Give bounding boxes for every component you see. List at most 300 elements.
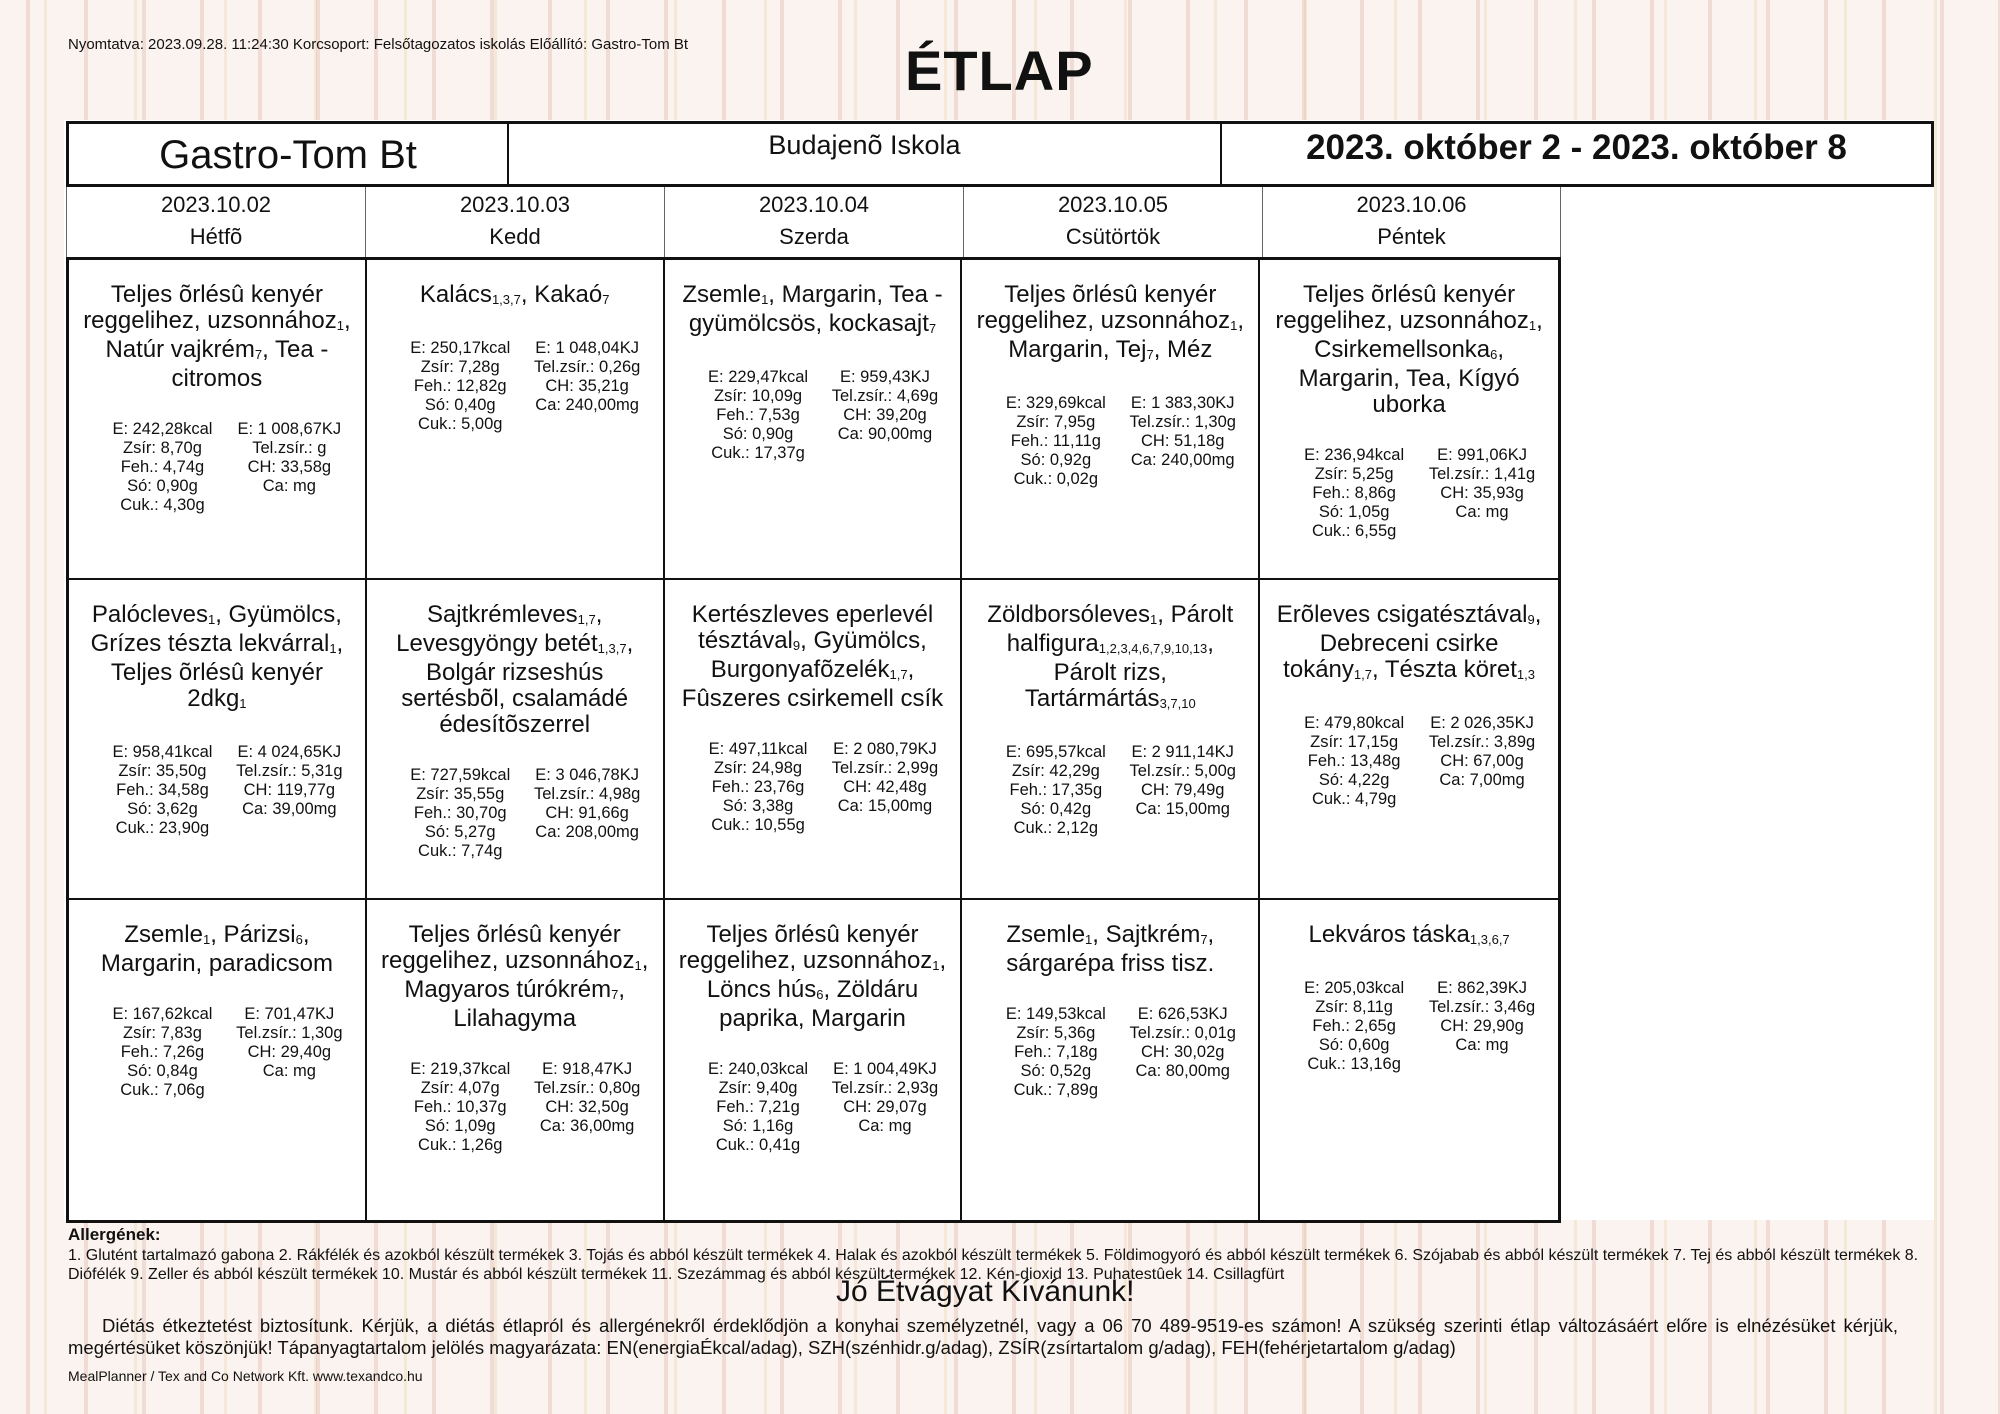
nutrition-column: [524, 339, 651, 434]
nutrition-value: Cuk.: 23,90g: [115, 819, 210, 837]
nutrition-value: Só: 0,40g: [424, 396, 496, 414]
day-name: Péntek: [1377, 224, 1446, 249]
nutrition-value: Só: 1,16g: [722, 1117, 794, 1135]
dish-text: [379, 282, 651, 311]
dish-segment: Zsemle: [124, 921, 203, 948]
nutrition-column: [1119, 1005, 1246, 1100]
nutrition-value: E: 862,39KJ: [1437, 979, 1527, 997]
nutrition-value: Feh.: 30,70g: [413, 804, 507, 822]
allergen-codes: 1: [329, 641, 337, 656]
allergen-codes: 3,7,10: [1159, 696, 1196, 711]
allergen-codes: 1: [336, 318, 344, 333]
allergen-codes: 1: [202, 932, 211, 947]
nutrition-column: [821, 1060, 948, 1155]
allergen-codes: 1: [239, 696, 247, 711]
nutrition-value: E: 958,41kcal: [112, 743, 213, 761]
nutrition-column: [397, 766, 524, 861]
nutrition-value: Cuk.: 5,00g: [418, 415, 503, 433]
nutrition-value: Cuk.: 4,79g: [1311, 790, 1397, 808]
nutrition-value: Cuk.: 13,16g: [1307, 1055, 1401, 1073]
nutrition-value: E: 240,03kcal: [708, 1060, 809, 1078]
nutrition-value: CH: 30,02g: [1140, 1043, 1225, 1061]
nutrition-value: E: 242,28kcal: [112, 420, 213, 438]
nutrition-value: CH: 119,77g: [243, 781, 336, 799]
dish-segment: , Párolt rizs, Tartármártás: [1024, 630, 1214, 712]
nutrition-value: Só: 0,92g: [1020, 451, 1092, 469]
nutrition-value: Zsír: 42,29g: [1011, 762, 1100, 780]
nutrition-value: E: 1 383,30KJ: [1130, 394, 1235, 412]
allergen-codes: 7: [611, 987, 619, 1002]
day-name: Szerda: [779, 224, 849, 249]
nutrition-value: Ca: 80,00mg: [1135, 1062, 1230, 1080]
nutrition-value: Ca: mg: [262, 1062, 316, 1080]
nutrition-value: CH: 33,58g: [247, 458, 332, 476]
nutrition-value: Só: 4,22g: [1318, 771, 1390, 789]
allergen-codes: 1,3,6,7: [1469, 932, 1510, 947]
nutrition-value: CH: 29,07g: [843, 1098, 927, 1116]
dish-segment: Palócleves: [91, 601, 208, 628]
nutrition-info: [677, 740, 949, 835]
nutrition-value: Tel.zsír.: 0,01g: [1129, 1024, 1236, 1042]
footer-credit: MealPlanner / Tex and Co Network Kft. www.texandco.hu: [68, 1368, 423, 1384]
day-name: Kedd: [489, 224, 541, 249]
day-name: Csütörtök: [1065, 224, 1161, 249]
nutrition-value: E: 149,53kcal: [1005, 1005, 1106, 1023]
day-date: 2023.10.06: [1356, 192, 1467, 217]
nutrition-value: E: 329,69kcal: [1005, 394, 1106, 412]
nutrition-value: Zsír: 9,40g: [718, 1079, 798, 1097]
nutrition-column: [99, 743, 226, 838]
dish-text: [1272, 282, 1546, 418]
day-date: 2023.10.05: [1057, 192, 1169, 217]
nutrition-value: CH: 42,48g: [843, 778, 927, 796]
allergen-codes: 1,2,3,4,6,7,9,10,13: [1098, 641, 1208, 656]
dish-text: [677, 282, 949, 340]
nutrition-column: [695, 368, 822, 463]
allergen-codes: 1,3: [1516, 667, 1535, 682]
nutrition-column: [99, 1005, 226, 1100]
dish-segment: Teljes õrlésû kenyér reggelihez, uzsonnához: [83, 281, 337, 334]
meal-cell: [962, 900, 1260, 1220]
nutrition-value: E: 2 080,79KJ: [833, 740, 937, 758]
nutrition-value: Tel.zsír.: 5,00g: [1129, 762, 1236, 780]
dish-segment: , Csirkemellsonka: [1314, 307, 1543, 363]
nutrition-column: [397, 1060, 524, 1155]
nutrition-info: [379, 1060, 651, 1155]
allergen-codes: 1,3,7: [597, 641, 627, 656]
dish-segment: , Margarin, Tej: [1008, 307, 1244, 363]
meal-cell: [69, 580, 367, 900]
day-header: [664, 187, 963, 257]
nutrition-value: Só: 5,27g: [424, 823, 496, 841]
nutrition-column: [992, 743, 1119, 838]
nutrition-value: E: 167,62kcal: [112, 1005, 213, 1023]
nutrition-value: Cuk.: 17,37g: [711, 444, 805, 462]
dish-segment: Zsemle: [1006, 921, 1086, 948]
allergen-codes: 9: [1527, 612, 1535, 627]
nutrition-info: [974, 394, 1246, 489]
nutrition-column: [1290, 446, 1418, 541]
nutrition-value: Só: 3,38g: [722, 797, 794, 815]
dish-segment: , Párolt halfigura: [1006, 601, 1234, 657]
dish-segment: , Méz: [1153, 336, 1213, 363]
nutrition-value: Cuk.: 7,06g: [120, 1081, 205, 1099]
dish-segment: , Margarin, Tea, Kígyó uborka: [1298, 336, 1520, 418]
nutrition-value: Zsír: 8,11g: [1315, 998, 1393, 1016]
allergen-codes: 1,7: [577, 612, 596, 627]
dish-segment: Kertészleves eperlevél tésztával: [691, 601, 934, 654]
nutrition-value: E: 250,17kcal: [410, 339, 511, 357]
provider-name: Gastro-Tom Bt: [69, 124, 509, 184]
nutrition-value: Zsír: 24,98g: [714, 759, 803, 777]
nutrition-value: Tel.zsír.: 5,31g: [236, 762, 343, 780]
nutrition-column: [524, 1060, 651, 1155]
meal-cell: [1260, 580, 1558, 900]
dish-segment: , Teljes õrlésû kenyér 2dkg: [110, 630, 344, 712]
nutrition-value: Feh.: 13,48g: [1307, 752, 1401, 770]
nutrition-value: CH: 67,00g: [1440, 752, 1524, 770]
meal-cell: [367, 580, 665, 900]
nutrition-column: [1418, 979, 1546, 1074]
nutrition-value: E: 236,94kcal: [1304, 446, 1405, 464]
dish-segment: , Debreceni csirke tokány: [1283, 601, 1542, 683]
nutrition-value: CH: 35,21g: [545, 377, 629, 395]
nutrition-value: E: 2 911,14KJ: [1131, 743, 1234, 761]
nutrition-value: Cuk.: 0,41g: [715, 1136, 801, 1154]
allergen-codes: 6: [816, 987, 824, 1002]
nutrition-value: Feh.: 7,53g: [716, 406, 800, 424]
school-name: Budajenõ Iskola: [509, 124, 1222, 184]
dish-text: [677, 602, 949, 712]
meal-cell: [665, 900, 963, 1220]
nutrition-value: Ca: mg: [1455, 1036, 1509, 1054]
dish-segment: Sajtkrémleves: [426, 601, 578, 628]
nutrition-column: [1290, 714, 1418, 809]
nutrition-value: E: 4 024,65KJ: [237, 743, 342, 761]
nutrition-value: Feh.: 4,74g: [120, 458, 205, 476]
meal-cell: [962, 260, 1260, 580]
nutrition-value: Cuk.: 6,55g: [1311, 522, 1397, 540]
nutrition-value: Zsír: 10,09g: [714, 387, 803, 405]
dish-segment: Teljes õrlésû kenyér reggelihez, uzsonnához: [1275, 281, 1529, 334]
nutrition-value: Tel.zsír.: 1,30g: [236, 1024, 343, 1042]
nutrition-value: Feh.: 11,11g: [1010, 432, 1101, 450]
nutrition-column: [1418, 714, 1546, 809]
nutrition-value: Feh.: 8,86g: [1312, 484, 1396, 502]
nutrition-value: Ca: 7,00mg: [1439, 771, 1525, 789]
nutrition-value: Tel.zsír.: 4,69g: [831, 387, 939, 405]
nutrition-value: Ca: 90,00mg: [837, 425, 933, 443]
dish-segment: , Tea - citromos: [171, 336, 329, 392]
meal-cell: [1260, 900, 1558, 1220]
dish-segment: Zsemle: [682, 281, 762, 308]
nutrition-value: E: 3 046,78KJ: [535, 766, 639, 784]
nutrition-value: Ca: 15,00mg: [1135, 800, 1230, 818]
nutrition-value: Zsír: 5,25g: [1314, 465, 1394, 483]
day-header: [66, 187, 365, 257]
allergen-codes: 1: [634, 958, 642, 973]
dish-segment: , Fûszeres csirkemell csík: [681, 656, 944, 712]
allergen-codes: 1,7: [889, 667, 908, 682]
allergen-codes: 1: [761, 292, 769, 307]
allergen-codes: 1: [1528, 318, 1537, 333]
nutrition-value: Cuk.: 2,12g: [1013, 819, 1099, 837]
nutrition-value: Ca: mg: [1455, 503, 1509, 521]
dish-segment: Teljes õrlésû kenyér reggelihez, uzsonnához: [380, 921, 635, 974]
nutrition-info: [677, 368, 949, 463]
dish-text: [974, 922, 1246, 977]
print-info: Nyomtatva: 2023.09.28. 11:24:30 Korcsoport: Felsőtagozatos iskolás Előállító: Gastro-Tom Bt: [68, 36, 689, 53]
dish-segment: , Magyaros túrókrém: [404, 947, 649, 1003]
dish-segment: , Levesgyöngy betét: [396, 601, 603, 657]
nutrition-column: [992, 1005, 1119, 1100]
nutrition-value: Feh.: 7,18g: [1014, 1043, 1098, 1061]
nutrition-info: [81, 420, 353, 515]
nutrition-value: Zsír: 35,50g: [118, 762, 207, 780]
nutrition-value: Ca: 39,00mg: [242, 800, 337, 818]
nutrition-value: E: 991,06KJ: [1437, 446, 1527, 464]
dish-segment: , Bolgár rizseshús sertésbõl, csalamádé édesítõszerrel: [401, 630, 634, 738]
meal-cell: [962, 580, 1260, 900]
nutrition-value: Zsír: 4,07g: [420, 1079, 500, 1097]
dish-segment: , Zöldáru paprika, Margarin: [719, 976, 919, 1032]
nutrition-value: Tel.zsír.: 0,26g: [533, 358, 641, 376]
allergen-codes: 6: [295, 932, 303, 947]
nutrition-value: Feh.: 23,76g: [711, 778, 805, 796]
dish-segment: , Margarin, Tea - gyümölcsös, kockasajt: [688, 281, 943, 337]
nutrition-value: Ca: mg: [858, 1117, 912, 1135]
nutrition-info: [379, 766, 651, 861]
nutrition-column: [992, 394, 1119, 489]
nutrition-column: [226, 420, 353, 515]
day-headers: [66, 187, 1561, 257]
allergen-codes: 1: [1150, 612, 1158, 627]
nutrition-value: Feh.: 17,35g: [1009, 781, 1103, 799]
nutrition-value: E: 626,53KJ: [1137, 1005, 1228, 1023]
dish-segment: , Margarin, paradicsom: [100, 921, 333, 977]
nutrition-value: Tel.zsír.: 2,99g: [831, 759, 939, 777]
nutrition-value: Feh.: 10,37g: [413, 1098, 507, 1116]
dish-text: [379, 922, 651, 1032]
nutrition-value: Feh.: 34,58g: [116, 781, 209, 799]
meal-cell: [69, 900, 367, 1220]
nutrition-value: Cuk.: 7,74g: [418, 842, 503, 860]
dish-text: [81, 922, 353, 977]
dish-text: [81, 602, 353, 715]
nutrition-value: E: 1 008,67KJ: [237, 420, 342, 438]
dish-segment: , Sajtkrém: [1092, 921, 1201, 948]
date-range: 2023. október 2 - 2023. október 8: [1306, 128, 1847, 167]
allergen-codes: 1: [1230, 318, 1238, 333]
allergen-list: 1. Glutént tartalmazó gabona 2. Rákfélék és azokból készült termékek 3. Tojás és abból készült termékek 4. Halak és azokból készült termékek 5. Földimogyoró és abból készült termékek 6. Szójabab és abból készült termékek 7. Tej és abból készült termékek 8. Diófélék 9. Zeller és abból készült termékek 10. Mustár és abból készült termékek 11. Szezámmag és abból készült termékek 12. Kén-dioxid 13. Puhatestûek 14. Csillagfürt: [68, 1247, 1919, 1283]
nutrition-value: E: 479,80kcal: [1304, 714, 1405, 732]
nutrition-value: Tel.zsír.: 0,80g: [533, 1079, 641, 1097]
nutrition-value: Tel.zsír.: 3,46g: [1428, 998, 1536, 1016]
nutrition-column: [397, 339, 524, 434]
dish-segment: Zöldborsóleves: [987, 601, 1151, 628]
dish-segment: , Gyümölcs, Burgonyafõzelék: [710, 627, 927, 683]
nutrition-info: [974, 743, 1246, 838]
dish-segment: Teljes õrlésû kenyér reggelihez, uzsonnához: [976, 281, 1231, 334]
nutrition-value: E: 219,37kcal: [410, 1060, 511, 1078]
nutrition-value: CH: 79,49g: [1140, 781, 1225, 799]
day-name: Hétfõ: [189, 224, 243, 249]
nutrition-value: Só: 0,42g: [1020, 800, 1092, 818]
nutrition-value: Tel.zsír.: 2,93g: [831, 1079, 939, 1097]
nutrition-value: Só: 0,90g: [722, 425, 794, 443]
day-date: 2023.10.03: [459, 192, 571, 217]
dish-segment: , Natúr vajkrém: [105, 307, 351, 363]
nutrition-value: E: 497,11kcal: [708, 740, 808, 758]
nutrition-column: [821, 740, 948, 835]
allergen-codes: 7: [1200, 932, 1208, 947]
allergen-codes: 7: [1146, 347, 1154, 362]
dish-text: [81, 282, 353, 392]
dish-text: [1272, 922, 1546, 951]
allergen-codes: 1,7: [1353, 667, 1372, 682]
allergen-codes: 1: [207, 612, 216, 627]
nutrition-value: Cuk.: 10,55g: [711, 816, 805, 834]
nutrition-value: Zsír: 35,55g: [416, 785, 505, 803]
day-header: [963, 187, 1262, 257]
nutrition-value: E: 959,43KJ: [839, 368, 930, 386]
dish-segment: , Löncs hús: [706, 947, 947, 1003]
nutrition-value: CH: 29,40g: [247, 1043, 332, 1061]
nutrition-value: Zsír: 7,28g: [420, 358, 500, 376]
nutrition-info: [379, 339, 651, 434]
nutrition-value: Zsír: 17,15g: [1310, 733, 1399, 751]
allergen-codes: 7: [254, 347, 263, 362]
dish-text: [974, 602, 1246, 715]
nutrition-value: Cuk.: 7,89g: [1013, 1081, 1099, 1099]
nutrition-value: Tel.zsír.: g: [252, 439, 327, 457]
nutrition-value: Só: 0,84g: [127, 1062, 198, 1080]
nutrition-value: E: 2 026,35KJ: [1430, 714, 1534, 732]
allergen-codes: 7: [928, 321, 937, 336]
nutrition-value: Tel.zsír.: 3,89g: [1428, 733, 1536, 751]
nutrition-column: [695, 1060, 822, 1155]
dish-segment: , Tészta köret: [1371, 656, 1517, 683]
nutrition-value: Ca: 240,00mg: [535, 396, 639, 414]
nutrition-value: Feh.: 2,65g: [1312, 1017, 1396, 1035]
dish-text: [1272, 602, 1546, 686]
nutrition-value: Ca: 208,00mg: [535, 823, 639, 841]
nutrition-info: [677, 1060, 949, 1155]
nutrition-value: CH: 32,50g: [545, 1098, 629, 1116]
dish-segment: , Lilahagyma: [453, 976, 626, 1032]
dish-segment: Erõleves csigatésztával: [1276, 601, 1528, 628]
dish-segment: , sárgarépa friss tisz.: [1006, 921, 1215, 977]
meal-cell: [367, 900, 665, 1220]
good-appetite-text: Jó Étvágyat Kívánunk!: [836, 1275, 1135, 1308]
allergen-codes: 1,3,7: [491, 292, 521, 307]
nutrition-value: CH: 51,18g: [1140, 432, 1225, 450]
dish-segment: , Gyümölcs, Grízes tészta lekvárral: [90, 601, 342, 657]
meal-cell: [1260, 260, 1558, 580]
menu-grid: [66, 257, 1561, 1223]
nutrition-value: CH: 29,90g: [1440, 1017, 1524, 1035]
allergen-title: Allergének:: [68, 1225, 161, 1244]
nutrition-column: [524, 766, 651, 861]
nutrition-value: CH: 91,66g: [545, 804, 629, 822]
nutrition-column: [1290, 979, 1418, 1074]
nutrition-value: Só: 1,05g: [1318, 503, 1390, 521]
nutrition-value: Ca: 15,00mg: [837, 797, 933, 815]
dish-segment: Teljes õrlésû kenyér reggelihez, uzsonnához: [678, 921, 933, 974]
allergen-codes: 9: [792, 638, 801, 653]
nutrition-value: Ca: 240,00mg: [1130, 451, 1235, 469]
nutrition-value: Só: 3,62g: [127, 800, 198, 818]
nutrition-info: [1272, 979, 1546, 1074]
nutrition-value: E: 205,03kcal: [1304, 979, 1405, 997]
allergen-codes: 1: [1085, 932, 1093, 947]
day-date: 2023.10.04: [758, 192, 870, 217]
nutrition-column: [99, 420, 226, 515]
nutrition-value: E: 727,59kcal: [410, 766, 511, 784]
nutrition-value: E: 1 004,49KJ: [833, 1060, 937, 1078]
nutrition-value: Zsír: 7,95g: [1016, 413, 1096, 431]
nutrition-column: [1119, 394, 1246, 489]
dish-segment: Lekváros táska: [1308, 921, 1470, 948]
nutrition-column: [821, 368, 948, 463]
allergen-codes: 6: [1490, 347, 1498, 362]
nutrition-value: Cuk.: 4,30g: [120, 496, 205, 514]
nutrition-value: Tel.zsír.: 4,98g: [533, 785, 641, 803]
nutrition-value: Zsír: 5,36g: [1016, 1024, 1096, 1042]
nutrition-info: [81, 1005, 353, 1100]
dish-segment: Kalács: [419, 281, 492, 308]
nutrition-value: Cuk.: 1,26g: [418, 1136, 503, 1154]
meal-cell: [665, 580, 963, 900]
dish-text: [677, 922, 949, 1032]
nutrition-value: CH: 39,20g: [843, 406, 927, 424]
allergen-codes: 1: [932, 958, 940, 973]
nutrition-value: E: 918,47KJ: [542, 1060, 633, 1078]
allergen-codes: 7: [602, 292, 610, 307]
nutrition-value: E: 695,57kcal: [1005, 743, 1106, 761]
dish-text: [974, 282, 1246, 366]
nutrition-value: E: 1 048,04KJ: [535, 339, 639, 357]
nutrition-column: [226, 743, 353, 838]
dish-segment: , Párizsi: [210, 921, 296, 948]
nutrition-column: [1418, 446, 1546, 541]
day-date: 2023.10.02: [160, 192, 272, 217]
nutrition-value: Zsír: 7,83g: [123, 1024, 202, 1042]
menu-header: [66, 121, 1934, 187]
nutrition-value: Feh.: 12,82g: [413, 377, 507, 395]
dish-text: [379, 602, 651, 738]
nutrition-column: [226, 1005, 353, 1100]
nutrition-value: Ca: 36,00mg: [539, 1117, 635, 1135]
meal-cell: [665, 260, 963, 580]
nutrition-value: Feh.: 7,26g: [120, 1043, 205, 1061]
nutrition-value: Cuk.: 0,02g: [1013, 470, 1099, 488]
nutrition-info: [974, 1005, 1246, 1100]
nutrition-value: E: 701,47KJ: [244, 1005, 335, 1023]
nutrition-column: [695, 740, 822, 835]
nutrition-value: E: 229,47kcal: [708, 368, 809, 386]
nutrition-value: Feh.: 7,21g: [716, 1098, 800, 1116]
nutrition-value: Tel.zsír.: 1,30g: [1129, 413, 1236, 431]
nutrition-column: [1119, 743, 1246, 838]
nutrition-info: [1272, 446, 1546, 541]
nutrition-value: Ca: mg: [262, 477, 316, 495]
meal-cell: [69, 260, 367, 580]
page-title: ÉTLAP: [905, 39, 1094, 102]
day-header: [365, 187, 664, 257]
nutrition-value: CH: 35,93g: [1440, 484, 1524, 502]
nutrition-value: Só: 0,60g: [1318, 1036, 1390, 1054]
